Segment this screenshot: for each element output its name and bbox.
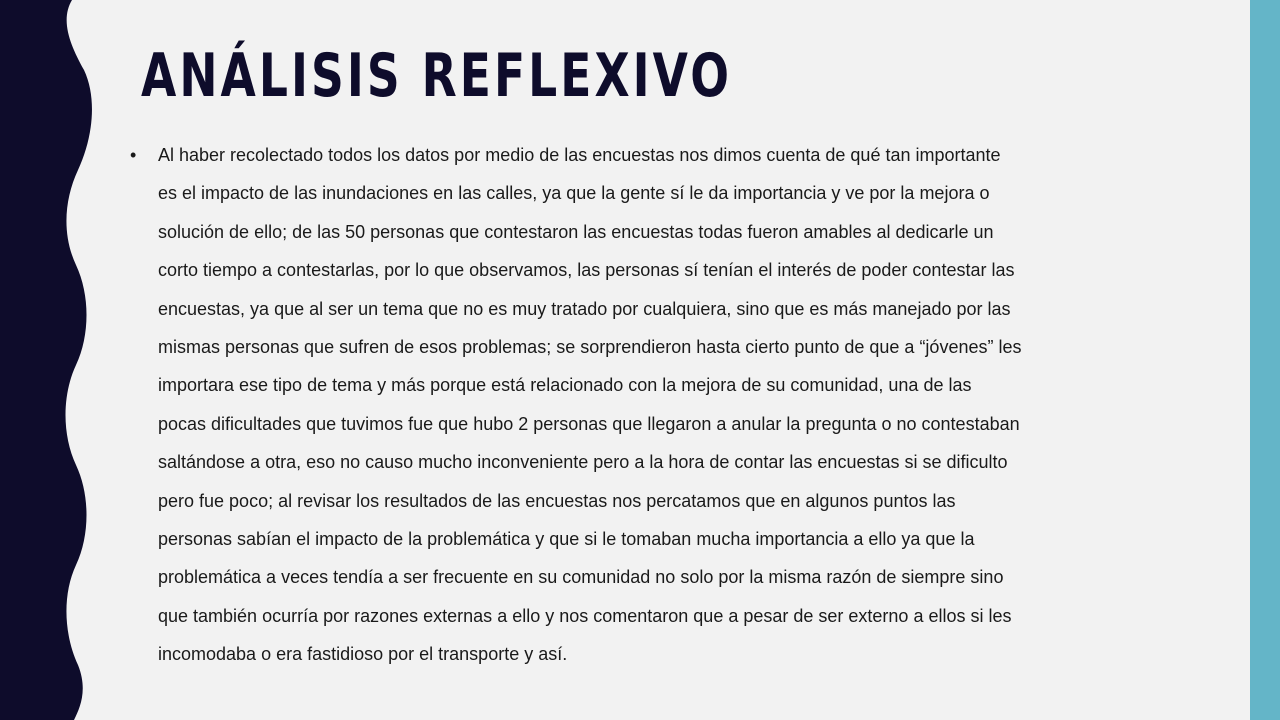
right-accent-bar [1250, 0, 1280, 720]
text-line: es el impacto de las inundaciones en las calles, ya que la gente sí le da importancia y ve por la mejora o [158, 183, 990, 204]
list-item [130, 136, 1210, 674]
text-line: importara ese tipo de tema y más porque está relacionado con la mejora de su comunidad, una de las [158, 375, 972, 396]
text-line: corto tiempo a contestarlas, por lo que observamos, las personas sí tenían el interés de poder contestar las [158, 260, 1015, 281]
text-line: que también ocurría por razones externas a ello y nos comentaron que a pesar de ser externo a ellos si les [158, 605, 1012, 626]
left-wave-decoration [0, 0, 110, 720]
text-line: mismas personas que sufren de esos problemas; se sorprendieron hasta cierto punto de que a “jóvenes” les [158, 337, 1022, 358]
body-text-list [130, 136, 1210, 674]
text-line: saltándose a otra, eso no causo mucho inconveniente pero a la hora de contar las encuestas si se dificulto [158, 452, 1008, 473]
left-wave-shape [0, 0, 92, 720]
text-line: pero fue poco; al revisar los resultados de las encuestas nos percatamos que en algunos puntos las [158, 490, 956, 511]
text-line: incomodaba o era fastidioso por el transporte y así. [158, 644, 568, 665]
text-line: Al haber recolectado todos los datos por medio de las encuestas nos dimos cuenta de qué tan importante [158, 145, 1001, 165]
text-line: solución de ello; de las 50 personas que contestaron las encuestas todas fueron amables al dedicarle un [158, 221, 994, 242]
slide-title: ANÁLISIS REFLEXIVO [141, 41, 733, 111]
text-line: encuestas, ya que al ser un tema que no es muy tratado por cualquiera, sino que es más manejado por las [158, 298, 1011, 319]
text-line: pocas dificultades que tuvimos fue que hubo 2 personas que llegaron a anular la pregunta o no contestaban [158, 413, 1020, 434]
bullet-icon: • [130, 145, 137, 165]
text-line: personas sabían el impacto de la problemática y que si le tomaban mucha importancia a ello ya que la [158, 529, 975, 550]
text-line: problemática a veces tendía a ser frecuente en su comunidad no solo por la misma razón de siempre sino [158, 567, 1004, 588]
